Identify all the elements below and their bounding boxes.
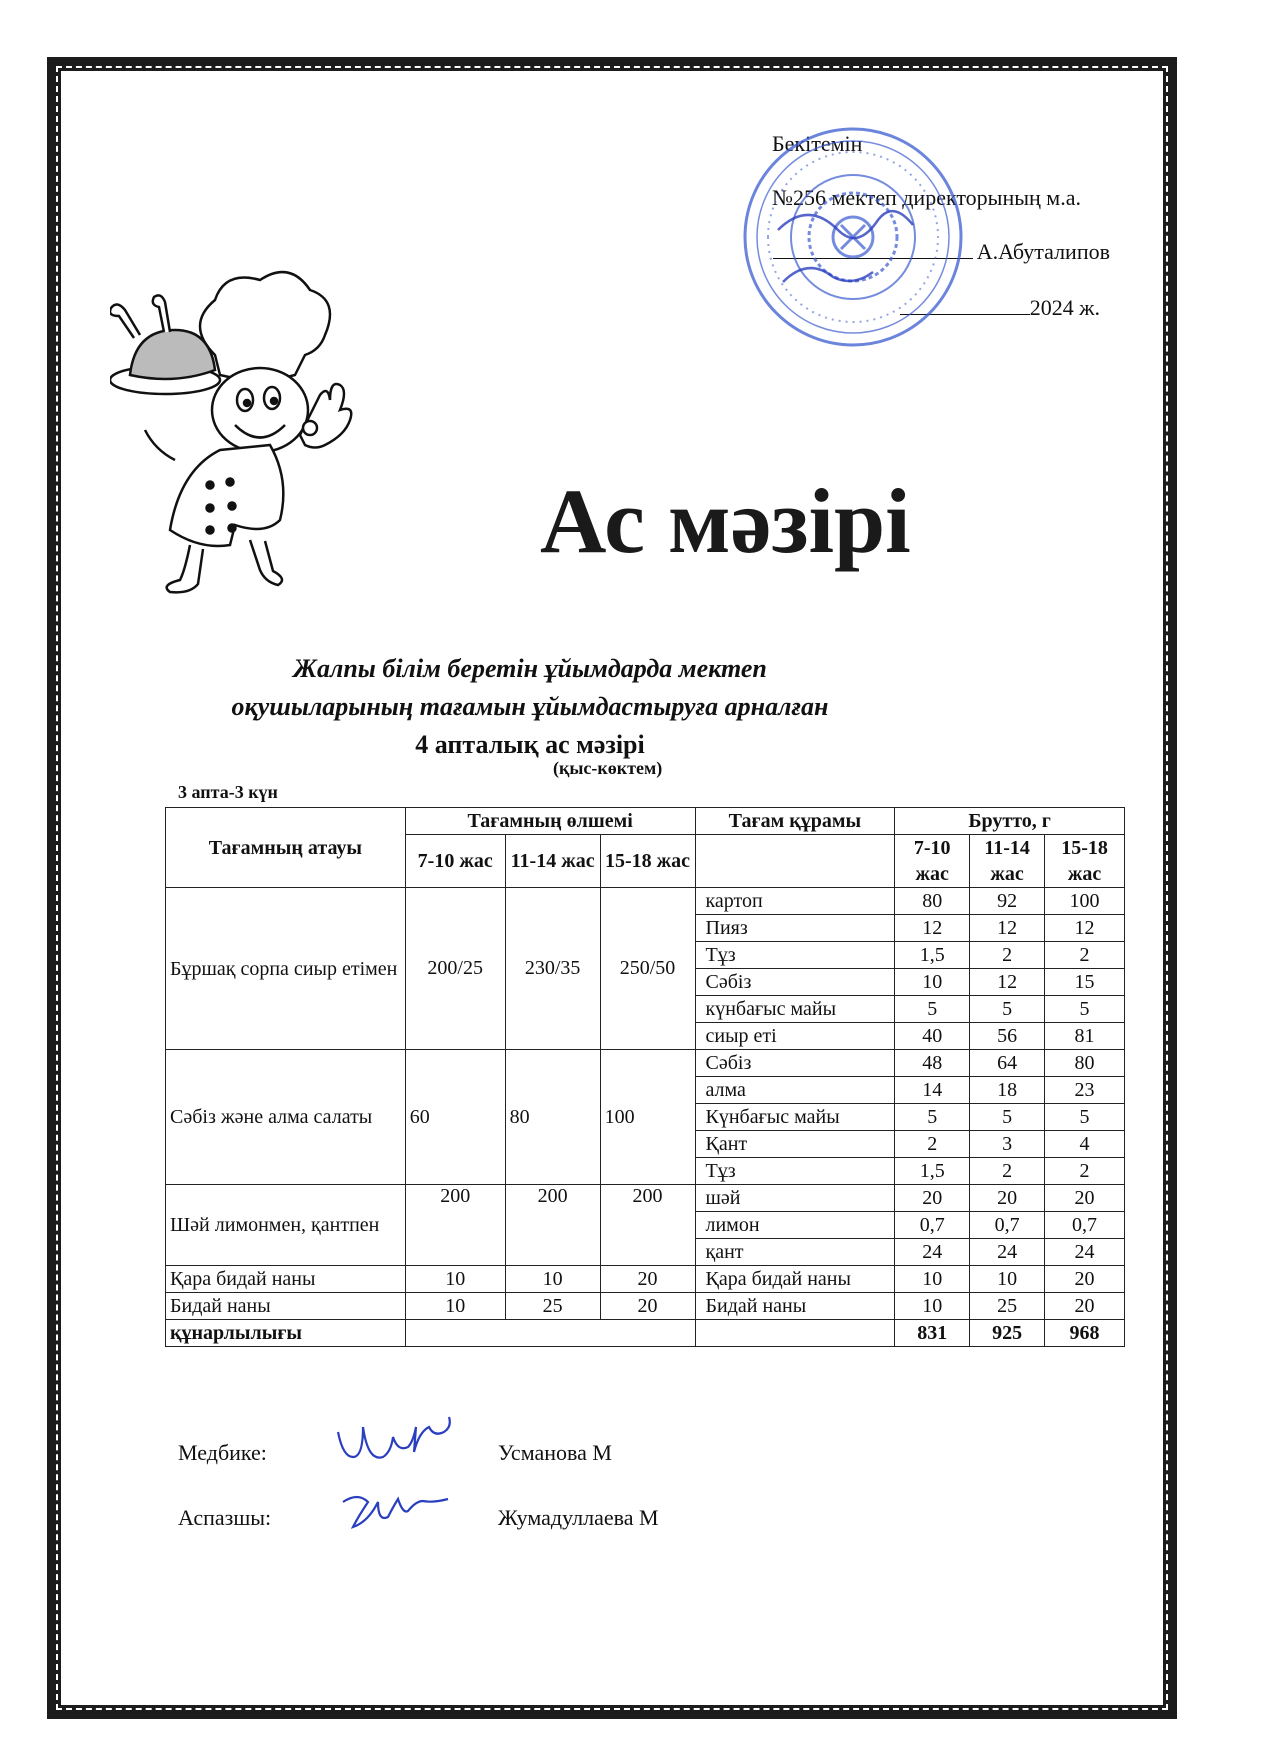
header-brutto-age-11-14: 11-14 жас xyxy=(970,835,1045,888)
nurse-signature xyxy=(328,1412,468,1472)
ingredient-name: шәй xyxy=(695,1185,895,1212)
header-portion-age-15-18: 15-18 жас xyxy=(600,835,695,888)
ingredient-brutto: 24 xyxy=(895,1239,970,1266)
total-value-age-15-18: 968 xyxy=(1045,1320,1125,1347)
ingredient-brutto: 24 xyxy=(970,1239,1045,1266)
ingredient-brutto: 4 xyxy=(1045,1131,1125,1158)
dish-portion: 80 xyxy=(505,1050,600,1185)
ingredient-brutto: 5 xyxy=(1045,996,1125,1023)
total-value-age-11-14: 925 xyxy=(970,1320,1045,1347)
dish-name: Бидай наны xyxy=(166,1293,406,1320)
ingredient-brutto: 12 xyxy=(1045,915,1125,942)
subtitle-line-2: оқушыларының тағамын ұйымдастыруға арналған xyxy=(231,692,829,721)
ingredient-brutto: 1,5 xyxy=(895,1158,970,1185)
ingredient-brutto: 20 xyxy=(1045,1266,1125,1293)
table-row xyxy=(166,1266,1125,1293)
ingredient-name: картоп xyxy=(695,888,895,915)
ingredient-name: Күнбағыс майы xyxy=(695,1104,895,1131)
ingredient-brutto: 20 xyxy=(1045,1185,1125,1212)
ingredient-name: лимон xyxy=(695,1212,895,1239)
total-value-age-7-10: 831 xyxy=(895,1320,970,1347)
dish-portion: 200 xyxy=(405,1185,505,1266)
nurse-name: Усманова М xyxy=(498,1440,612,1465)
ingredient-name: күнбағыс майы xyxy=(695,996,895,1023)
dish-portion: 200 xyxy=(505,1185,600,1266)
dish-portion: 20 xyxy=(600,1293,695,1320)
header-portion-age-7-10: 7-10 жас xyxy=(405,835,505,888)
ingredient-brutto: 20 xyxy=(1045,1293,1125,1320)
ingredient-brutto: 5 xyxy=(895,1104,970,1131)
dish-portion: 10 xyxy=(405,1266,505,1293)
ingredient-brutto: 25 xyxy=(970,1293,1045,1320)
cook-signature xyxy=(328,1477,468,1537)
ingredient-brutto: 5 xyxy=(895,996,970,1023)
dish-portion: 250/50 xyxy=(600,888,695,1050)
ingredient-name: Қант xyxy=(695,1131,895,1158)
ingredient-name: сиыр еті xyxy=(695,1023,895,1050)
ingredient-brutto: 81 xyxy=(1045,1023,1125,1050)
dish-portion: 60 xyxy=(405,1050,505,1185)
table-row xyxy=(166,1293,1125,1320)
dish-name: Шәй лимонмен, қантпен xyxy=(166,1185,406,1266)
ingredient-brutto: 18 xyxy=(970,1077,1045,1104)
ingredient-brutto: 15 xyxy=(1045,969,1125,996)
header-brutto: Брутто, г xyxy=(895,808,1125,835)
dish-portion: 100 xyxy=(600,1050,695,1185)
ingredient-brutto: 24 xyxy=(1045,1239,1125,1266)
ingredient-brutto: 2 xyxy=(1045,1158,1125,1185)
approval-year: 2024 ж. xyxy=(1029,295,1100,320)
ingredient-brutto: 10 xyxy=(895,969,970,996)
nurse-role: Медбике: xyxy=(178,1440,267,1465)
ingredient-brutto: 23 xyxy=(1045,1077,1125,1104)
menu-subtitle xyxy=(160,650,900,764)
dish-portion: 25 xyxy=(505,1293,600,1320)
season-label: (қыс-көктем) xyxy=(553,758,663,778)
header-dish-name: Тағамның атауы xyxy=(166,808,406,888)
ingredient-name: Тұз xyxy=(695,1158,895,1185)
ingredient-name: қант xyxy=(695,1239,895,1266)
ingredient-brutto: 5 xyxy=(970,1104,1045,1131)
menu-table xyxy=(165,807,1125,1347)
dish-name: Қара бидай наны xyxy=(166,1266,406,1293)
ingredient-brutto: 5 xyxy=(970,996,1045,1023)
ingredient-brutto: 0,7 xyxy=(1045,1212,1125,1239)
ingredient-brutto: 0,7 xyxy=(970,1212,1045,1239)
ingredient-brutto: 2 xyxy=(895,1131,970,1158)
header-portion-age-11-14: 11-14 жас xyxy=(505,835,600,888)
table-row xyxy=(166,888,1125,915)
total-label: құнарлылығы xyxy=(166,1320,406,1347)
total-row xyxy=(166,1320,1125,1347)
table-row xyxy=(166,1050,1125,1077)
subtitle-line-1: Жалпы білім беретін ұйымдарда мектеп xyxy=(293,654,767,683)
ingredient-brutto: 1,5 xyxy=(895,942,970,969)
school-stamp xyxy=(738,122,968,352)
ingredient-brutto: 2 xyxy=(970,942,1045,969)
ingredient-brutto: 40 xyxy=(895,1023,970,1050)
ingredient-brutto: 10 xyxy=(970,1266,1045,1293)
ingredient-brutto: 0,7 xyxy=(895,1212,970,1239)
dish-name: Бұршақ сорпа сиыр етімен xyxy=(166,888,406,1050)
ingredient-brutto: 12 xyxy=(970,915,1045,942)
table-row xyxy=(166,1185,1125,1212)
ingredient-name: Пияз xyxy=(695,915,895,942)
header-portion: Тағамның өлшемі xyxy=(405,808,695,835)
ingredient-brutto: 56 xyxy=(970,1023,1045,1050)
dish-portion: 10 xyxy=(405,1293,505,1320)
approval-signer: А.Абуталипов xyxy=(976,239,1110,264)
ingredient-brutto: 48 xyxy=(895,1050,970,1077)
ingredient-brutto: 64 xyxy=(970,1050,1045,1077)
menu-table-body xyxy=(166,888,1125,1320)
ingredient-brutto: 20 xyxy=(970,1185,1045,1212)
total-portion-blank xyxy=(405,1320,695,1347)
ingredient-brutto: 20 xyxy=(895,1185,970,1212)
ingredient-brutto: 10 xyxy=(895,1293,970,1320)
cook-role: Аспазшы: xyxy=(178,1505,272,1530)
ingredient-brutto: 12 xyxy=(970,969,1045,996)
ingredient-brutto: 92 xyxy=(970,888,1045,915)
dish-portion: 200/25 xyxy=(405,888,505,1050)
page-title: Ас мәзірі xyxy=(540,470,911,572)
ingredient-brutto: 80 xyxy=(895,888,970,915)
header-brutto-age-7-10: 7-10 жас xyxy=(895,835,970,888)
ingredient-brutto: 5 xyxy=(1045,1104,1125,1131)
header-composition: Тағам құрамы xyxy=(695,808,895,835)
week-day-label: 3 апта-3 күн xyxy=(178,782,278,802)
total-composition-blank xyxy=(695,1320,895,1347)
dish-portion: 230/35 xyxy=(505,888,600,1050)
ingredient-brutto: 14 xyxy=(895,1077,970,1104)
ingredient-name: Бидай наны xyxy=(695,1293,895,1320)
dish-portion: 200 xyxy=(600,1185,695,1266)
ingredient-name: Қара бидай наны xyxy=(695,1266,895,1293)
dish-portion: 20 xyxy=(600,1266,695,1293)
ingredient-brutto: 2 xyxy=(970,1158,1045,1185)
header-composition-blank xyxy=(695,835,895,888)
subtitle-line-3: 4 апталық ас мәзірі xyxy=(415,730,645,759)
ingredient-brutto: 10 xyxy=(895,1266,970,1293)
dish-portion: 10 xyxy=(505,1266,600,1293)
ingredient-brutto: 3 xyxy=(970,1131,1045,1158)
dish-name: Сәбіз және алма салаты xyxy=(166,1050,406,1185)
approval-position: №256 мектеп директорының м.а. xyxy=(772,185,1081,210)
ingredient-brutto: 2 xyxy=(1045,942,1125,969)
header-brutto-age-15-18: 15-18 жас xyxy=(1045,835,1125,888)
ingredient-brutto: 12 xyxy=(895,915,970,942)
chef-illustration xyxy=(110,260,370,600)
approval-heading: Бекітемін xyxy=(772,131,863,156)
ingredient-name: Сәбіз xyxy=(695,1050,895,1077)
ingredient-name: Сәбіз xyxy=(695,969,895,996)
cook-name: Жумадуллаева М xyxy=(498,1505,659,1530)
ingredient-brutto: 100 xyxy=(1045,888,1125,915)
ingredient-brutto: 80 xyxy=(1045,1050,1125,1077)
ingredient-name: Тұз xyxy=(695,942,895,969)
ingredient-name: алма xyxy=(695,1077,895,1104)
